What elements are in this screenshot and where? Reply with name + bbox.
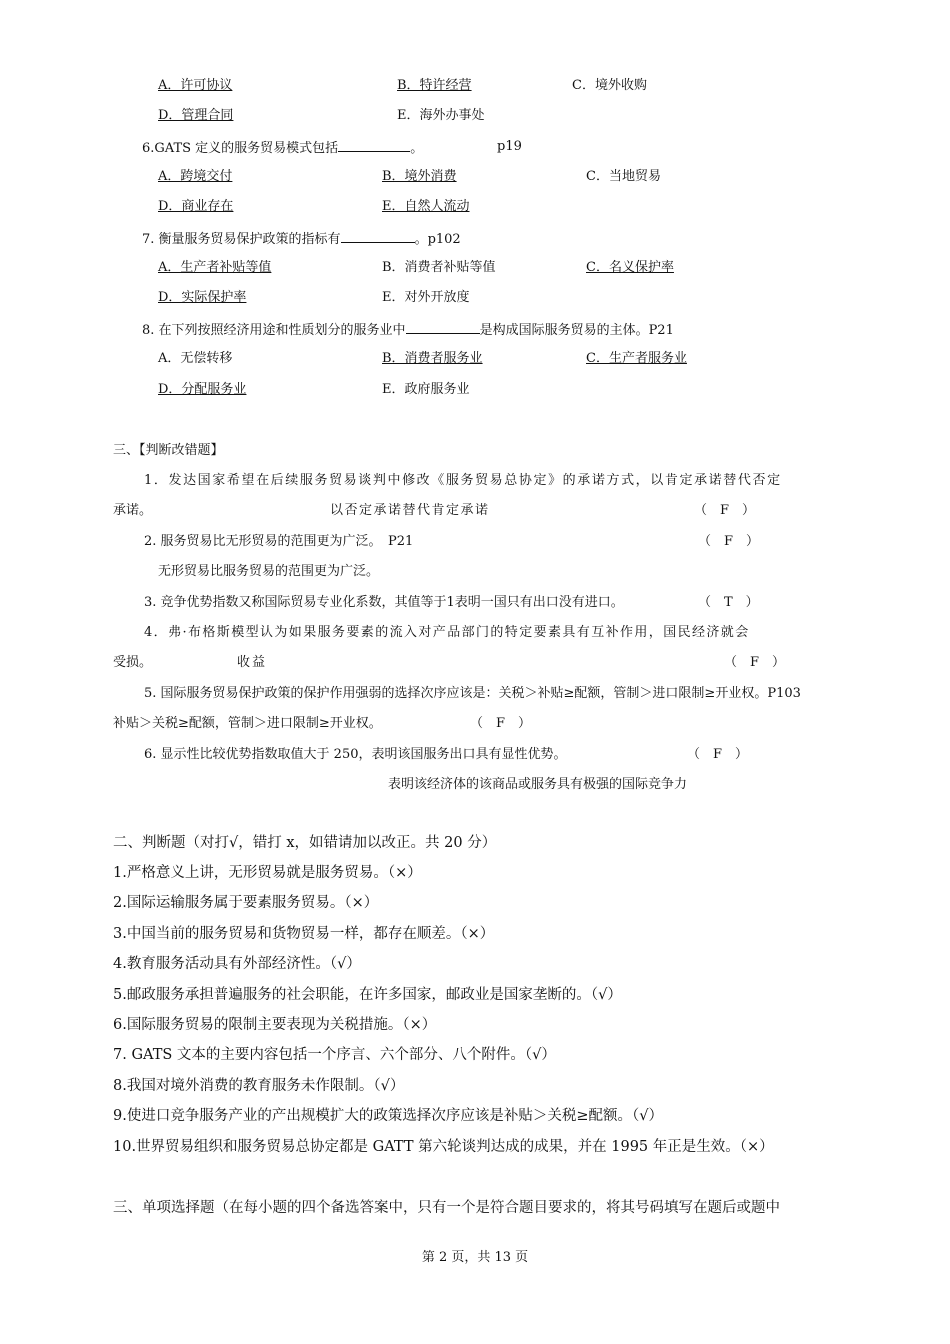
q8-option-d: D．分配服务业 bbox=[158, 382, 247, 397]
tf-item: 10.世界贸易组织和服务贸易总协定都是 GATT 第六轮谈判达成的成果，并在 1995 年正是生效。（×） bbox=[113, 1139, 774, 1155]
section-title-true-false: 二、判断题（对打√，错打 x，如错请加以改正。共 20 分） bbox=[113, 835, 497, 851]
q5-option-d: D．管理合同 bbox=[158, 108, 234, 123]
q6-option-d: D．商业存在 bbox=[158, 199, 234, 214]
question-stem-end: 是构成国际服务贸易的主体。P21 bbox=[479, 323, 674, 338]
page-footer: 第 2 页，共 13 页 bbox=[421, 1250, 529, 1265]
question-number: 6. bbox=[142, 141, 155, 156]
judge-6: 6. 显示性比较优势指数取值大于 250，表明该国服务出口具有显性优势。 bbox=[144, 747, 567, 762]
q7-option-c: C．名义保护率 bbox=[586, 260, 674, 275]
tf-item: 3.中国当前的服务贸易和货物贸易一样，都存在顺差。（×） bbox=[113, 926, 495, 942]
question-stem-end: 。p102 bbox=[414, 232, 461, 247]
judge-5-line2: 补贴＞关税≥配额，管制＞进口限制≥开业权。 bbox=[113, 716, 382, 731]
answer-blank bbox=[341, 230, 415, 243]
section-title-judge-correct: 三、【判断改错题】 bbox=[113, 443, 224, 458]
judge-3-mark: （ T ） bbox=[698, 595, 759, 610]
answer-blank bbox=[406, 321, 480, 334]
q7-option-e: E．对外开放度 bbox=[382, 290, 470, 305]
question-6 bbox=[142, 139, 423, 157]
q5-option-a: A．许可协议 bbox=[158, 78, 233, 93]
judge-3: 3. 竞争优势指数又称国际贸易专业化系数，其值等于1表明一国只有出口没有进口。 bbox=[144, 595, 624, 610]
tf-item: 9.使进口竞争服务产业的产出规模扩大的政策选择次序应该是补贴＞关税≥配额。（√） bbox=[113, 1108, 663, 1124]
answer-blank bbox=[338, 139, 410, 152]
judge-6-mark: （ F ） bbox=[687, 747, 749, 762]
question-stem-end: 。 bbox=[410, 141, 424, 156]
question-number: 7. bbox=[142, 232, 155, 247]
tf-item: 6.国际服务贸易的限制主要表现为关税措施。（×） bbox=[113, 1017, 437, 1033]
q7-option-d: D．实际保护率 bbox=[158, 290, 247, 305]
judge-4-line2: 受损。 bbox=[113, 655, 153, 670]
tf-item: 4.教育服务活动具有外部经济性。（√） bbox=[113, 956, 361, 972]
question-stem: GATS 定义的服务贸易模式包括 bbox=[154, 141, 339, 156]
tf-item: 8.我国对境外消费的教育服务未作限制。（√） bbox=[113, 1078, 405, 1094]
q6-option-b: B．境外消费 bbox=[382, 169, 457, 184]
tf-item: 2.国际运输服务属于要素服务贸易。（×） bbox=[113, 895, 379, 911]
section-title-single-choice: 三、单项选择题（在每小题的四个备选答案中，只有一个是符合题目要求的，将其号码填写在题后或题中 bbox=[113, 1200, 780, 1216]
question-stem: 衡量服务贸易保护政策的指标有 bbox=[158, 232, 341, 247]
judge-2-mark: （ F ） bbox=[698, 534, 760, 549]
judge-4-line1: 4．弗·布格斯模型认为如果服务要素的流入对产品部门的特定要素具有互补作用，国民经济就会 bbox=[144, 625, 750, 640]
judge-5-mark: （ F ） bbox=[470, 716, 532, 731]
q6-option-c: C．当地贸易 bbox=[586, 169, 661, 184]
page-reference: p19 bbox=[497, 139, 522, 154]
q6-option-a: A．跨境交付 bbox=[158, 169, 233, 184]
q6-option-e: E．自然人流动 bbox=[382, 199, 470, 214]
tf-item: 1.严格意义上讲，无形贸易就是服务贸易。（×） bbox=[113, 865, 422, 881]
judge-1-mark: （ F ） bbox=[694, 503, 756, 518]
question-stem: 在下列按照经济用途和性质划分的服务业中 bbox=[158, 323, 406, 338]
q7-option-b: B．消费者补贴等值 bbox=[382, 260, 496, 275]
q5-option-c: C．境外收购 bbox=[572, 78, 647, 93]
judge-1-line1: 1．发达国家希望在后续服务贸易谈判中修改《服务贸易总协定》的承诺方式，以肯定承诺替代否定 bbox=[144, 473, 782, 488]
judge-5-line1: 5. 国际服务贸易保护政策的保护作用强弱的选择次序应该是：关税＞补贴≥配额，管制＞进口限制≥开业权。P103 bbox=[144, 686, 801, 701]
judge-6-correction: 表明该经济体的该商品或服务具有极强的国际竞争力 bbox=[388, 777, 688, 792]
question-7 bbox=[142, 230, 461, 248]
judge-2-correction: 无形贸易比服务贸易的范围更为广泛。 bbox=[158, 564, 380, 579]
q8-option-e: E．政府服务业 bbox=[382, 382, 470, 397]
tf-item: 7. GATS 文本的主要内容包括一个序言、六个部分、八个附件。（√） bbox=[113, 1047, 556, 1063]
judge-1-correction: 以否定承诺替代肯定承诺 bbox=[330, 503, 490, 518]
q5-option-e: E．海外办事处 bbox=[397, 108, 485, 123]
q8-option-a: A．无偿转移 bbox=[158, 351, 233, 366]
q8-option-b: B．消费者服务业 bbox=[382, 351, 483, 366]
judge-2: 2. 服务贸易比无形贸易的范围更为广泛。 P21 bbox=[144, 534, 414, 549]
judge-4-mark: （ F ） bbox=[724, 655, 786, 670]
question-8 bbox=[142, 321, 674, 339]
judge-1-line2: 承诺。 bbox=[113, 503, 153, 518]
q5-option-b: B．特许经营 bbox=[397, 78, 472, 93]
judge-4-correction: 收益 bbox=[237, 655, 268, 670]
tf-item: 5.邮政服务承担普遍服务的社会职能，在许多国家，邮政业是国家垄断的。（√） bbox=[113, 987, 622, 1003]
question-number: 8. bbox=[142, 323, 155, 338]
q8-option-c: C．生产者服务业 bbox=[586, 351, 687, 366]
q7-option-a: A．生产者补贴等值 bbox=[158, 260, 272, 275]
